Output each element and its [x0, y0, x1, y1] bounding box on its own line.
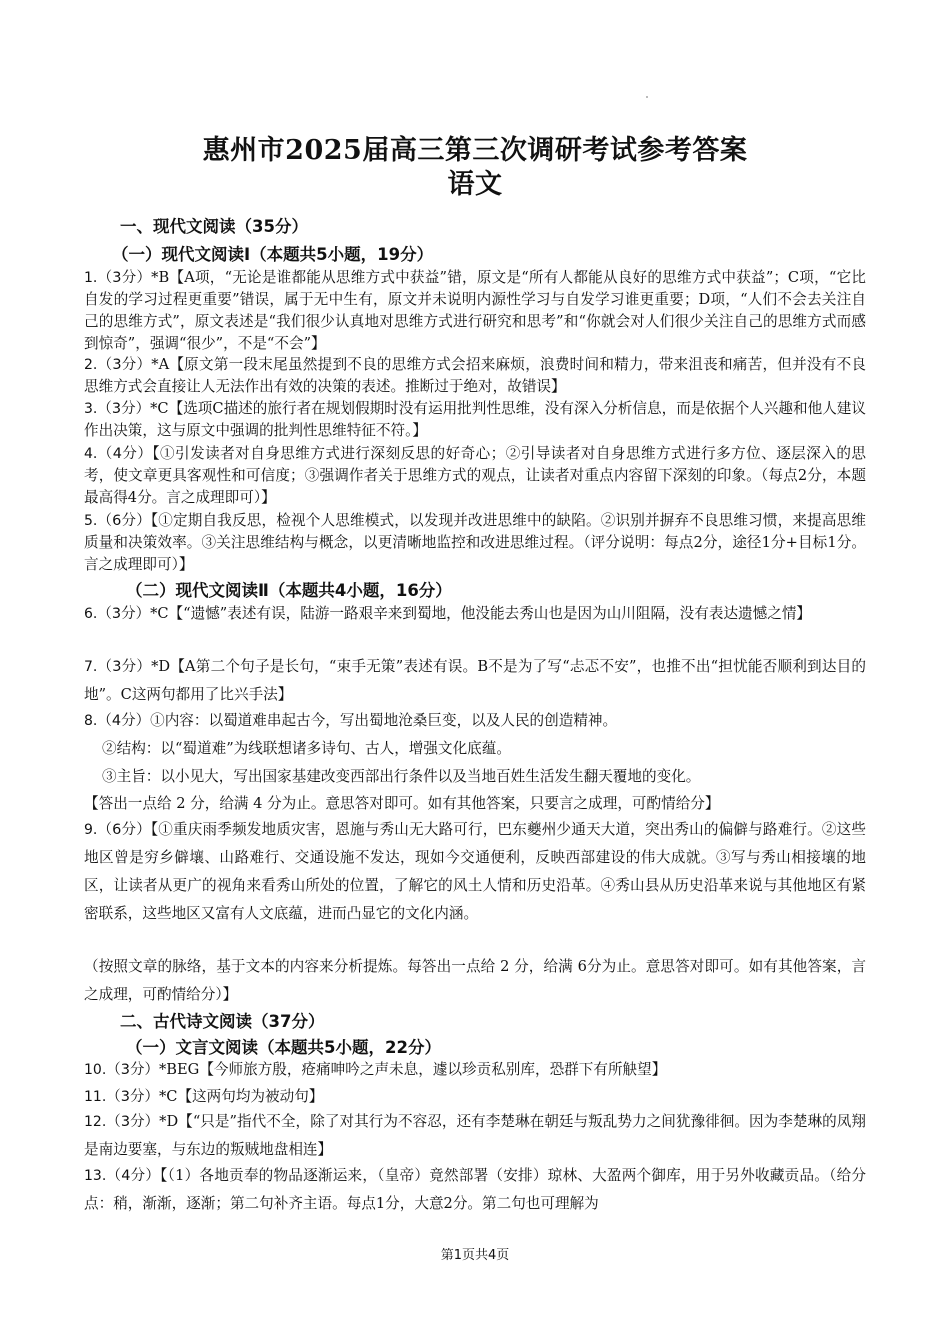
answer-8-point-2: ②结构：以“蜀道难”为线联想诸多诗句、古人，增强文化底蕴。 — [102, 740, 511, 757]
answer-10 — [84, 1059, 866, 1081]
question-score: （4分） — [106, 1168, 161, 1184]
answer-12 — [84, 1108, 866, 1164]
question-number: 9. — [84, 822, 98, 838]
question-score: （4分） — [97, 446, 153, 462]
question-score: （6分） — [97, 513, 151, 529]
document-title: 惠州市2025届高三第三次调研考试参考答案 — [202, 135, 748, 166]
question-number: 11. — [84, 1089, 107, 1105]
answer-8 — [84, 710, 866, 732]
answer-text: *D【A第二个句子是长句，“束手无策”表述有误。B不是为了写“忐忑不安”，也推不出“担忧能否顺利到达目的地”。C这两句都用了比兴手法】 — [84, 658, 866, 703]
answer-1 — [84, 267, 866, 355]
question-score: （3分） — [106, 1062, 159, 1078]
question-score: （3分） — [106, 1114, 160, 1130]
question-number: 12. — [84, 1114, 107, 1130]
answer-2 — [84, 354, 866, 398]
answer-text: *C【“遗憾”表述有误，陆游一路艰辛来到蜀地，他没能去秀山也是因为山川阻隔，没有表达遗憾之情】 — [150, 605, 812, 622]
question-score: （3分） — [97, 606, 151, 622]
question-score: （3分） — [106, 1089, 159, 1105]
answer-text: *C【这两句均为被动句】 — [159, 1088, 324, 1105]
question-score: （3分） — [97, 659, 152, 675]
section-heading-2: 二、古代诗文阅读（37分） — [120, 1012, 325, 1031]
answer-7 — [84, 653, 866, 709]
question-number: 3. — [84, 401, 98, 417]
answer-text: *B【A项，“无论是谁都能从思维方式中获益”错，原文是“所有人都能从良好的思维方式中获益”；C项，“它比自发的学习过程更重要”错误，属于无中生有，原文并未说明内源性学习与自发学习谁更重要；D项，“人们不会去关注自己的思维方式”，原文表述是“我们很少认真地对思维方式进行研究和思考”和“你就会对人们很少关注自己的思维方式而感到惊奇”，强调“很少”，不是“不会”】 — [84, 269, 866, 352]
question-number: 2. — [84, 357, 98, 373]
document-subtitle: 语文 — [447, 169, 503, 200]
section-heading-1: 一、现代文阅读（35分） — [120, 217, 308, 236]
question-score: （3分） — [97, 357, 152, 373]
answer-text: *C【选项C描述的旅行者在规划假期时没有运用批判性思维，没有深入分析信息，而是依据个人兴趣和他人建议作出决策，这与原文中强调的批判性思维特征不符。】 — [84, 400, 866, 439]
subsection-heading-2a: （一）文言文阅读（本题共5小题，22分） — [126, 1038, 441, 1057]
question-score: （4分） — [97, 713, 151, 729]
question-number: 13. — [84, 1168, 107, 1184]
answer-text: *A【原文第一段末尾虽然提到不良的思维方式会招来麻烦，浪费时间和精力，带来沮丧和痛苦，但并没有不良思维方式会直接让人无法作出有效的决策的表述。推断过于绝对，故错误】 — [84, 356, 866, 395]
answer-8-point-3: ③主旨：以小见大，写出国家基建改变西部出行条件以及当地百姓生活发生翻天覆地的变化。 — [102, 768, 701, 785]
answer-text: ①内容：以蜀道难串起古今，写出蜀地沧桑巨变，以及人民的创造精神。 — [150, 712, 618, 729]
answer-9-scoring-note: （按照文章的脉络，基于文本的内容来分析提炼。每答出一点给 2 分，给满 6分为止。意思答对即可。如有其他答案，言之成理，可酌情给分）】 — [84, 958, 866, 1003]
answer-9 — [84, 816, 866, 928]
subsection-heading-1b: （二）现代文阅读Ⅱ（本题共4小题，16分） — [126, 581, 452, 600]
question-number: 7. — [84, 659, 98, 675]
answer-text: 【①重庆雨季频发地质灾害，恩施与秀山无大路可行，巴东夔州少通天大道，突出秀山的偏僻与路难行。②这些地区曾是穷乡僻壤、山路难行、交通设施不发达，现如今交通便利，反映西部建设的伟大成就。③写与秀山相接壤的地区，让读者从更广的视角来看秀山所处的位置，了解它的风土人情和历史沿革。④秀山县从历史沿革来说与其他地区有紧密联系，这些地区又富有人文底蕴，进而凸显它的文化内涵。 — [84, 821, 866, 922]
question-number: 1. — [84, 270, 98, 286]
answer-13 — [84, 1162, 866, 1218]
question-score: （3分） — [97, 270, 152, 286]
answer-text: *BEG【今师旅方殷，疮痛呻吟之声未息，遽以珍贡私别库，恐群下有所觖望】 — [159, 1061, 667, 1078]
question-number: 5. — [84, 513, 98, 529]
answer-11 — [84, 1086, 866, 1108]
question-score: （3分） — [97, 401, 151, 417]
question-number: 4. — [84, 446, 98, 462]
answer-8-scoring-note: 【答出一点给 2 分，给满 4 分为止。意思答对即可。如有其他答案，只要言之成理，可酌情给分】 — [84, 795, 720, 812]
answer-6 — [84, 600, 866, 628]
subsection-heading-1a: （一）现代文阅读Ⅰ（本题共5小题，19分） — [112, 245, 434, 264]
answer-text: 【①定期自我反思，检视个人思维模式，以发现并改进思维中的缺陷。②识别并摒弃不良思维习惯，来提高思维质量和决策效率。③关注思维结构与概念，以更清晰地监控和改进思维过程。（评分说明：每点2分，途径1分+目标1分。言之成理即可）】 — [84, 512, 866, 573]
answer-text: *D【“只是”指代不全，除了对其行为不容忍，还有李楚琳在朝廷与叛乱势力之间犹豫徘徊。因为李楚琳的凤翔是南边要塞，与东边的叛贼地盘相连】 — [84, 1113, 866, 1158]
answer-text: 【（1）各地贡奉的物品逐渐运来，（皇帝）竟然部署（安排）琼林、大盈两个御库，用于另外收藏贡品。（给分点：稍，渐渐，逐渐；第二句补齐主语。每点1分，大意2分。第二句也可理解为 — [84, 1167, 866, 1212]
question-score: （6分） — [97, 822, 151, 838]
answer-text: 【①引发读者对自身思维方式进行深刻反思的好奇心；②引导读者对自身思维方式进行多方位、逐层深入的思考，使文章更具客观性和可信度；③强调作者关于思维方式的观点，让读者对重点内容留下深刻的印象。（每点2分，本题最高得4分。言之成理即可）】 — [84, 445, 866, 506]
answer-4 — [84, 443, 866, 509]
answer-5 — [84, 510, 866, 576]
page-footer: 第1页共4页 — [440, 1248, 510, 1263]
scan-speck — [646, 96, 648, 98]
question-number: 6. — [84, 606, 98, 622]
question-number: 8. — [84, 713, 98, 729]
question-number: 10. — [84, 1062, 107, 1078]
answer-3 — [84, 398, 866, 442]
